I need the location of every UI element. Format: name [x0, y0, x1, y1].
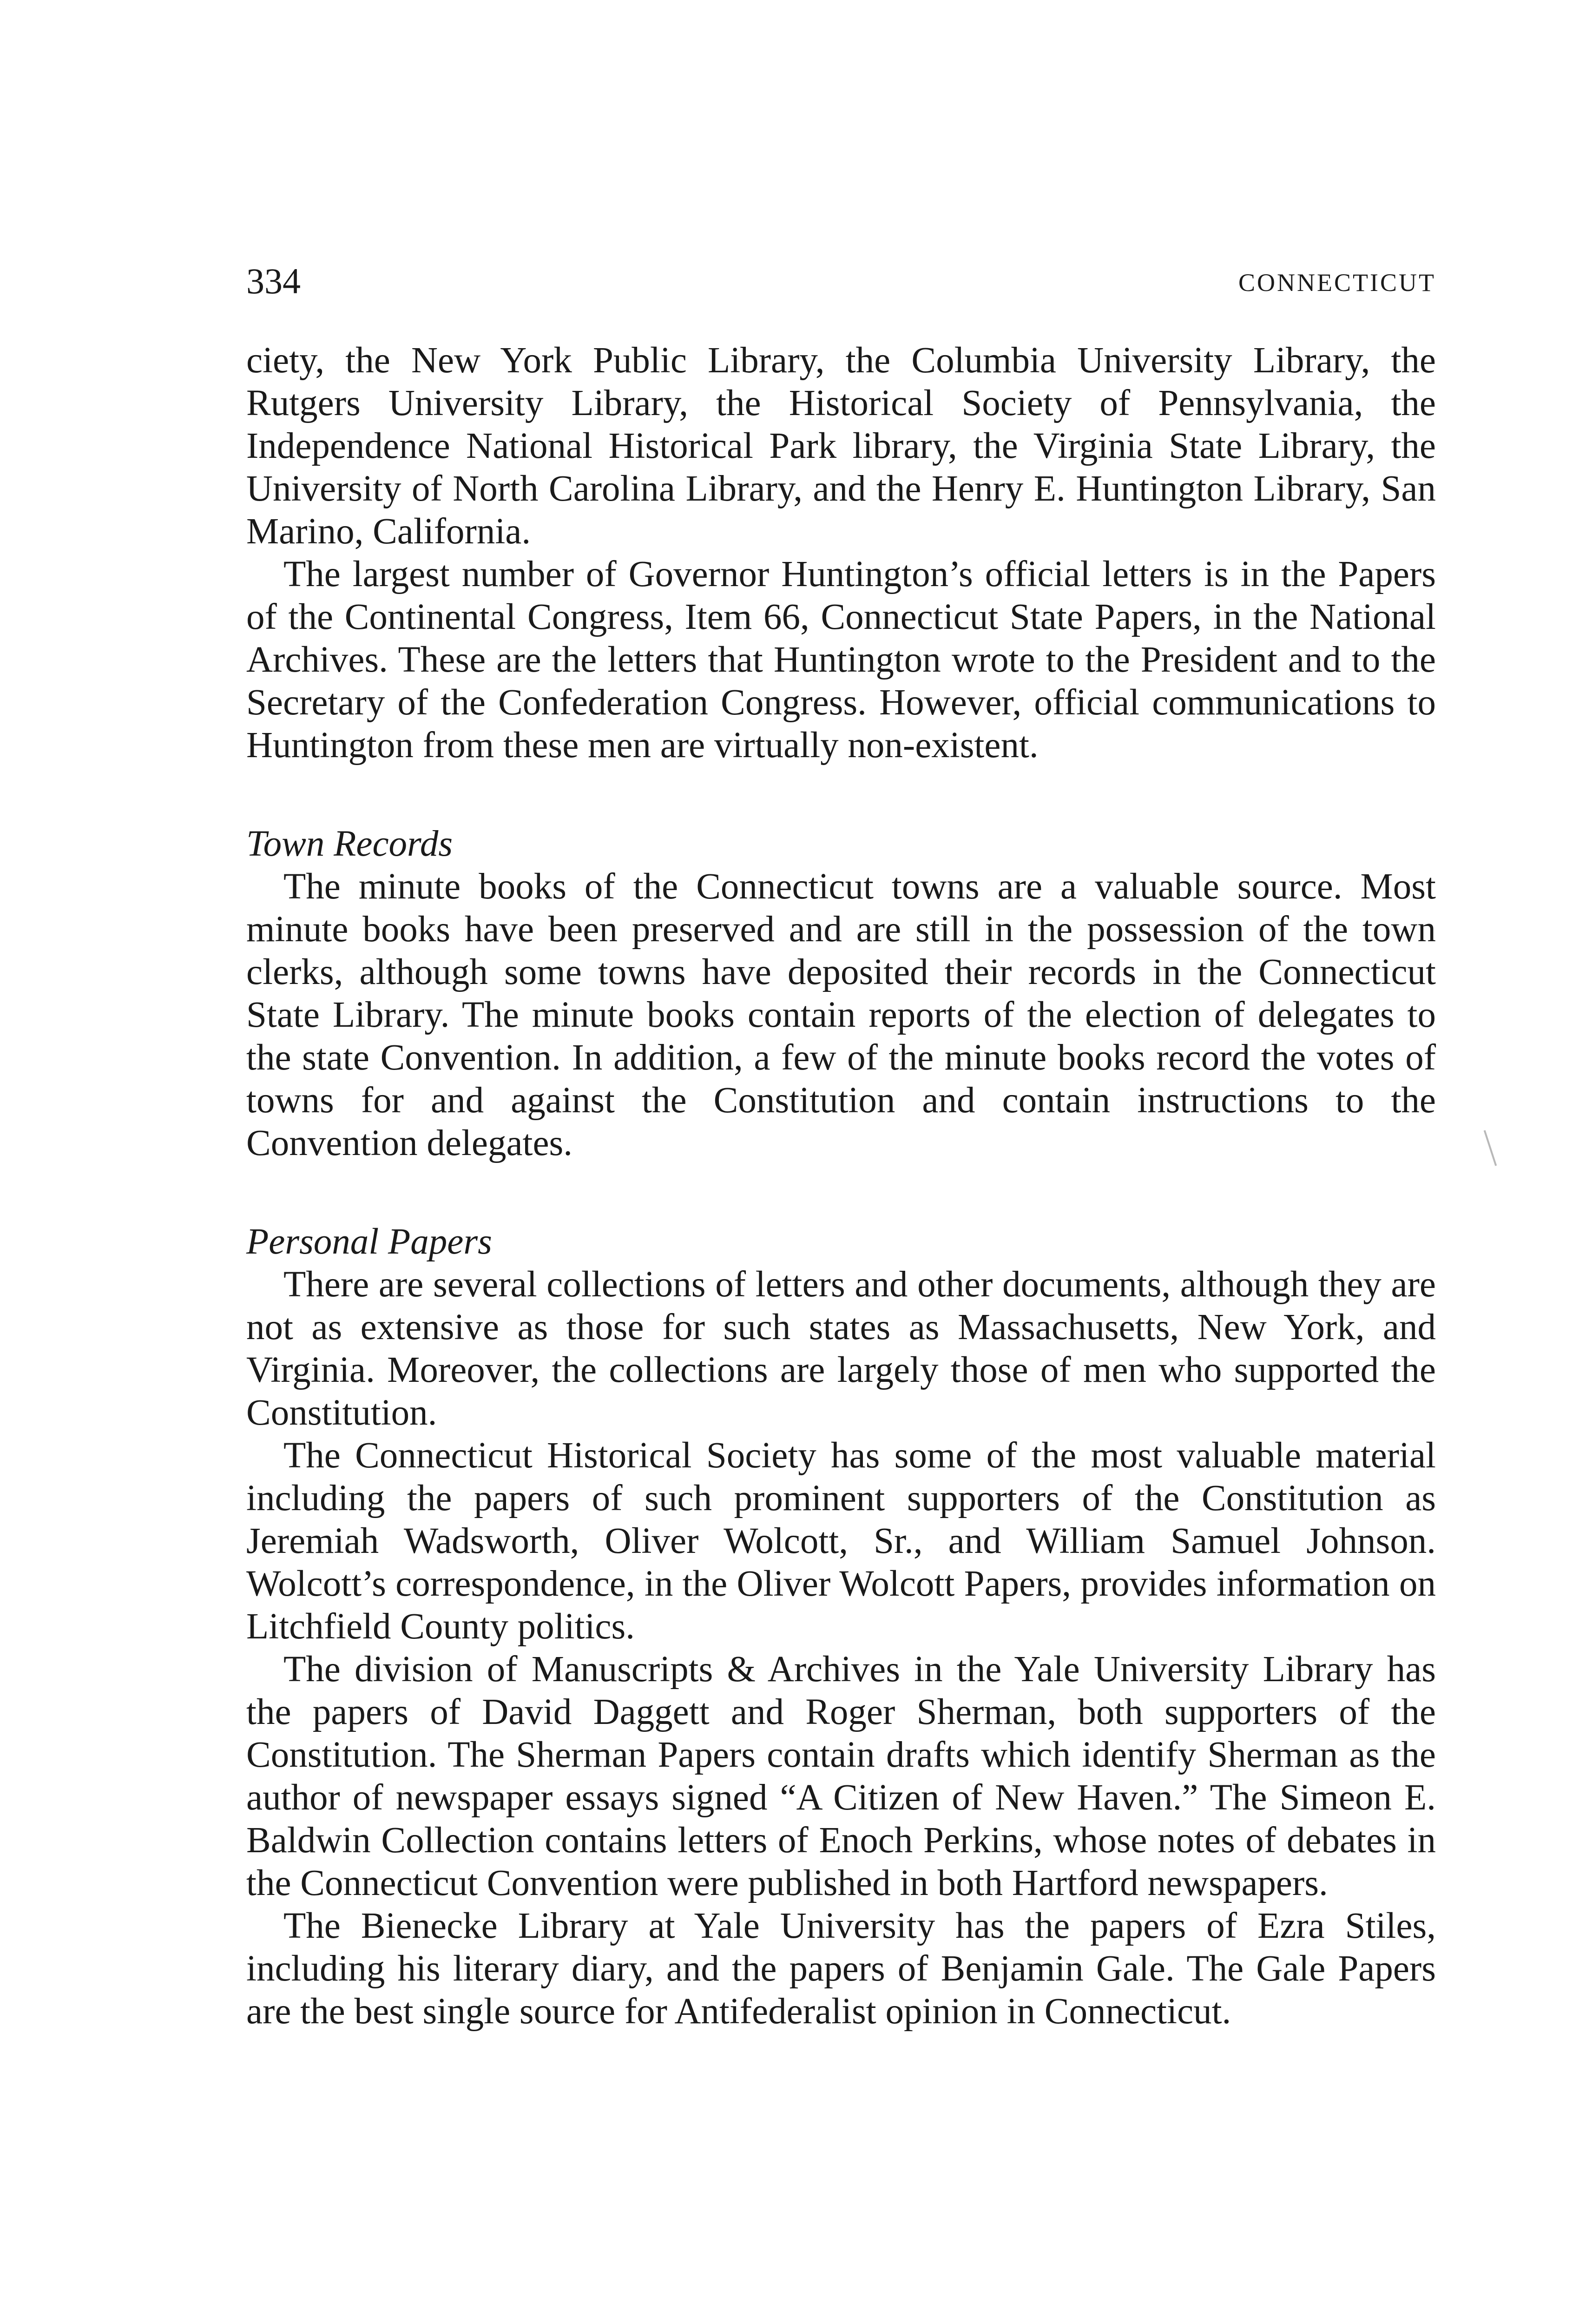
paragraph-historical-society: The Connecticut Historical Society has some of the most valuable material including the papers of such prominent supporters of the Constitution as Jeremiah Wadsworth, Oliver Wolcott, Sr., and William Samuel Johnson. Wolcott’s correspondence, in the Oliver Wolcott Papers, provides information on Litchfield County politics.: [246, 1435, 1436, 1647]
paragraph-collections: There are several collections of letters and other documents, although they are not as extensive as those for such states as Massachusetts, New York, and Virginia. Moreover, the collections are largely those of men who supported the Constitution.: [246, 1264, 1436, 1433]
paragraph-yale-library: The division of Manuscripts & Archives in the Yale University Library has the papers of David Daggett and Roger Sherman, both supporters of the Constitution. The Sherman Papers contain drafts which identify Sherman as the author of newspaper essays signed “A Citizen of New Haven.” The Simeon E. Baldwin Collection contains letters of Enoch Perkins, whose notes of debates in the Connecticut Convention were published in both Hartford newspapers.: [246, 1649, 1436, 1903]
page-number: 334: [246, 261, 301, 301]
section-heading-personal-papers: Personal Papers: [246, 1221, 492, 1262]
section-heading-town-records: Town Records: [246, 824, 453, 864]
paragraph-bienecke-library: The Bienecke Library at Yale University has the papers of Ezra Stiles, including his literary diary, and the papers of Benjamin Gale. The Gale Papers are the best single source for Antifederalist opinion in Connecticut.: [246, 1906, 1436, 2032]
paragraph-governor-letters: The largest number of Governor Huntington’s official letters is in the Papers of the Continental Congress, Item 66, Connecticut State Papers, in the National Archives. These are the letters that Huntington wrote to the President and to the Secretary of the Confederation Congress. However, official communications to Huntington from these men are virtually non-existent.: [246, 554, 1436, 766]
running-title: CONNECTICUT: [1238, 269, 1436, 297]
running-head: [246, 260, 1436, 302]
body-text: [246, 339, 1436, 2033]
paragraph-town-records: The minute books of the Connecticut towns are a valuable source. Most minute books have been preserved and are still in the possession of the town clerks, although some towns have deposited their records in the Connecticut State Library. The minute books contain reports of the election of delegates to the state Convention. In addition, a few of the minute books record the votes of towns for and against the Constitution and contain instructions to the Convention delegates.: [246, 866, 1436, 1163]
paragraph-continued: ciety, the New York Public Library, the Columbia University Library, the Rutgers University Library, the Historical Society of Pennsylvania, the Independence National Historical Park library, the Virginia State Library, the University of North Carolina Library, and the Henry E. Huntington Library, San Marino, California.: [246, 340, 1436, 552]
margin-mark: [1484, 1130, 1497, 1166]
